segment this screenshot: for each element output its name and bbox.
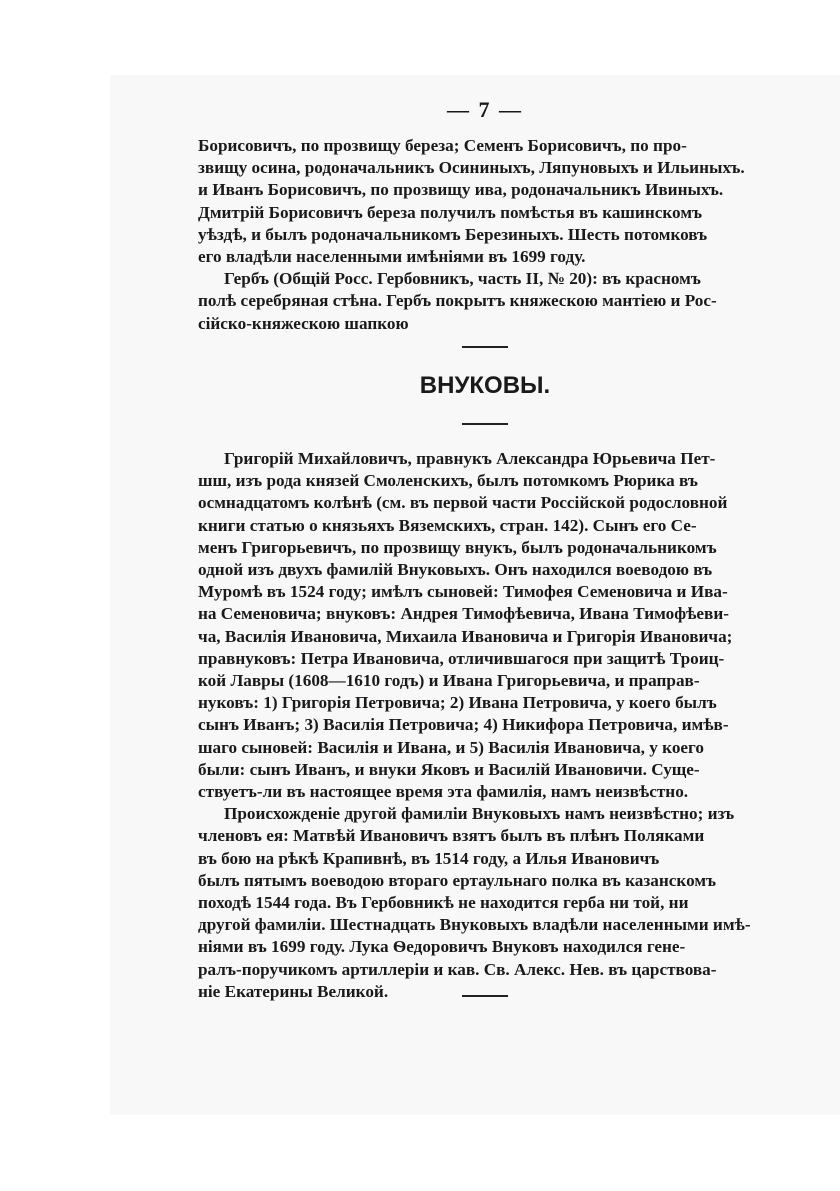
text-line: другой фамиліи. Шестнадцать Внуковыхъ владѣли населенными имѣ- [198, 915, 751, 935]
text-line: и Иванъ Борисовичъ, по прозвищу ива, родоначальникъ Ивиныхъ. [198, 180, 724, 200]
text-line: осмнадцатомъ колѣнѣ (см. въ первой части Россійской родословной [198, 493, 728, 513]
text-line: ралъ-поручикомъ артиллеріи и кав. Св. Алекс. Нев. въ царствова- [198, 959, 717, 979]
section-heading: ВНУКОВЫ. [419, 372, 551, 399]
text-line: шаго сыновей: Василія и Ивана, и 5) Василія Ивановича, у коего [198, 737, 705, 757]
text-line: Происхожденіе другой фамиліи Внуковыхъ намъ неизвѣстно; изъ [224, 804, 735, 824]
page-number: — 7 — [447, 97, 523, 122]
text-line: ча, Василія Ивановича, Михаила Ивановича и Григорія Ивановича; [198, 626, 733, 646]
text-line: сынъ Иванъ; 3) Василія Петровича; 4) Никифора Петровича, имѣв- [198, 715, 729, 735]
text-line: менъ Григорьевичъ, по прозвищу внукъ, былъ родоначальникомъ [198, 537, 717, 557]
text-line: Борисовичъ, по прозвищу береза; Семенъ Борисовичъ, по про- [198, 136, 687, 155]
text-line: походѣ 1544 года. Въ Гербовникѣ не находится герба ни той, ни [198, 893, 689, 913]
text-line: въ бою на рѣкѣ Крапивнѣ, въ 1514 году, а Илья Ивановичъ [198, 848, 660, 868]
text-line: его владѣли населенными имѣніями въ 1699 году. [198, 247, 586, 267]
text-line: правнуковъ: Петра Ивановича, отличившагося при защитѣ Троиц- [198, 648, 725, 668]
divider-rule [462, 423, 508, 425]
divider-rule [462, 346, 508, 348]
text-line: были: сынъ Иванъ, и внуки Яковъ и Василій Ивановичи. Суще- [198, 759, 700, 779]
divider-rule [462, 995, 508, 997]
text-line: членовъ ея: Матвѣй Ивановичъ взятъ былъ въ плѣнъ Поляками [198, 826, 705, 846]
arms-line: Гербъ (Общій Росс. Гербовникъ, часть II, № 20): въ красномъ [224, 269, 701, 289]
section-vnukovy [198, 448, 772, 1003]
section-berezin [198, 135, 772, 335]
text-line: уѣздѣ, и былъ родоначальникомъ Березиныхъ. Шесть потомковъ [198, 224, 708, 244]
text-line: былъ пятымъ воеводою втораго ертаульнаго полка въ казанскомъ [198, 870, 717, 890]
text-line: Муромѣ въ 1524 году; имѣлъ сыновей: Тимофея Семеновича и Ива- [198, 582, 728, 602]
text-line: ніями въ 1699 году. Лука Ѳедоровичъ Внуковъ находился гене- [198, 937, 686, 957]
text-line: ніе Екатерины Великой. [198, 981, 389, 1001]
text-line: звищу осина, родоначальникъ Осининыхъ, Ляпуновыхъ и Ильиныхъ. [198, 158, 745, 178]
text-line: Дмитрій Борисовичъ береза получилъ помѣстья въ кашинскомъ [198, 202, 703, 222]
page [110, 75, 840, 1115]
text-line: ствуетъ-ли въ настоящее время эта фамилія, намъ неизвѣстно. [198, 782, 689, 802]
text-line: нуковъ: 1) Григорія Петровича; 2) Ивана Петровича, у коего былъ [198, 693, 717, 713]
text-line: Григорій Михайловичъ, правнукъ Александра Юрьевича Пет- [224, 449, 716, 468]
text-line: на Семеновича; внуковъ: Андрея Тимофѣевича, Ивана Тимофѣеви- [198, 604, 729, 624]
text-line: кой Лавры (1608—1610 годъ) и Ивана Григорьевича, и праправ- [198, 671, 700, 691]
arms-line: полѣ серебряная стѣна. Гербъ покрытъ княжескою мантіею и Рос- [198, 291, 717, 311]
text-line: шш, изъ рода князей Смоленскихъ, былъ потомкомъ Рюрика въ [198, 471, 698, 491]
arms-line: сійско-княжескою шапкою [198, 313, 409, 333]
text-line: книги статью о князьяхъ Вяземскихъ, стран. 142). Сынъ его Се- [198, 515, 697, 535]
text-line: одной изъ двухъ фамилій Внуковыхъ. Онъ находился воеводою въ [198, 560, 713, 580]
